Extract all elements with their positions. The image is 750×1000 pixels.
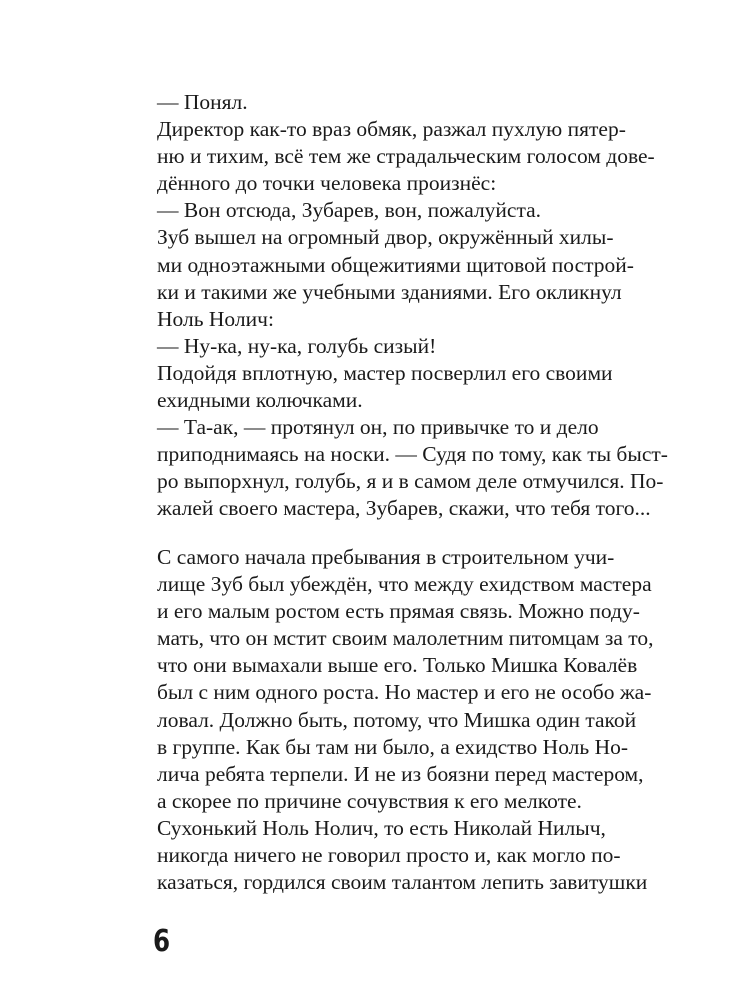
text-line: Зуб вышел на огромный двор, окружённый хилы- <box>157 225 614 250</box>
text-line: — Вон отсюда, Зубарев, вон, пожалуйста. <box>157 198 542 223</box>
text-line: дённого до точки человека произнёс: <box>157 171 497 196</box>
text-line: никогда ничего не говорил просто и, как могло по- <box>157 843 621 868</box>
text-line: — Понял. <box>157 90 248 114</box>
text-line: приподнимаясь на носки. — Судя по тому, как ты быст- <box>157 442 668 467</box>
text-line: мать, что он мстит своим малолетним питомцам за то, <box>157 626 654 651</box>
text-section-1 <box>157 89 668 523</box>
text-line: что они вымахали выше его. Только Мишка Ковалёв <box>157 653 638 678</box>
text-line: а скорее по причине сочувствия к его мелкоте. <box>157 788 582 813</box>
text-line: — Та-ак, — протянул он, по привычке то и дело <box>157 415 599 440</box>
text-line: лича ребята терпели. И не из боязни перед мастером, <box>157 761 644 786</box>
text-line: Подойдя вплотную, мастер посверлил его своими <box>157 360 613 385</box>
text-line: в группе. Как бы там ни было, а ехидство Ноль Но- <box>157 734 629 759</box>
text-line: ню и тихим, всё тем же страдальческим голосом дове- <box>157 144 655 169</box>
text-line: С самого начала пребывания в строительном учи- <box>157 545 615 569</box>
text-section-2 <box>157 544 654 896</box>
text-line: и его малым ростом есть прямая связь. Можно поду- <box>157 599 640 624</box>
text-line: жалей своего мастера, Зубарев, скажи, что тебя того... <box>157 496 651 521</box>
text-line: лище Зуб был убеждён, что между ехидством мастера <box>157 572 652 597</box>
text-line: ехидными колючками. <box>157 388 363 413</box>
text-line: ро выпорхнул, голубь, я и в самом деле отмучился. По- <box>157 469 664 494</box>
text-line: — Ну-ка, ну-ка, голубь сизый! <box>157 333 437 358</box>
text-line: Директор как-то враз обмяк, разжал пухлую пятер- <box>157 117 626 142</box>
text-line: Ноль Нолич: <box>157 306 274 331</box>
text-line: казаться, гордился своим талантом лепить завитушки <box>157 870 648 895</box>
text-line: Сухонький Ноль Нолич, то есть Николай Нилыч, <box>157 815 606 840</box>
page-number: 6 <box>153 924 170 959</box>
text-line: был с ним одного роста. Но мастер и его не особо жа- <box>157 680 652 705</box>
text-line: ми одноэтажными общежитиями щитовой построй- <box>157 252 634 277</box>
text-line: ловал. Должно быть, потому, что Мишка один такой <box>157 707 637 732</box>
text-line: ки и такими же учебными зданиями. Его окликнул <box>157 279 622 304</box>
